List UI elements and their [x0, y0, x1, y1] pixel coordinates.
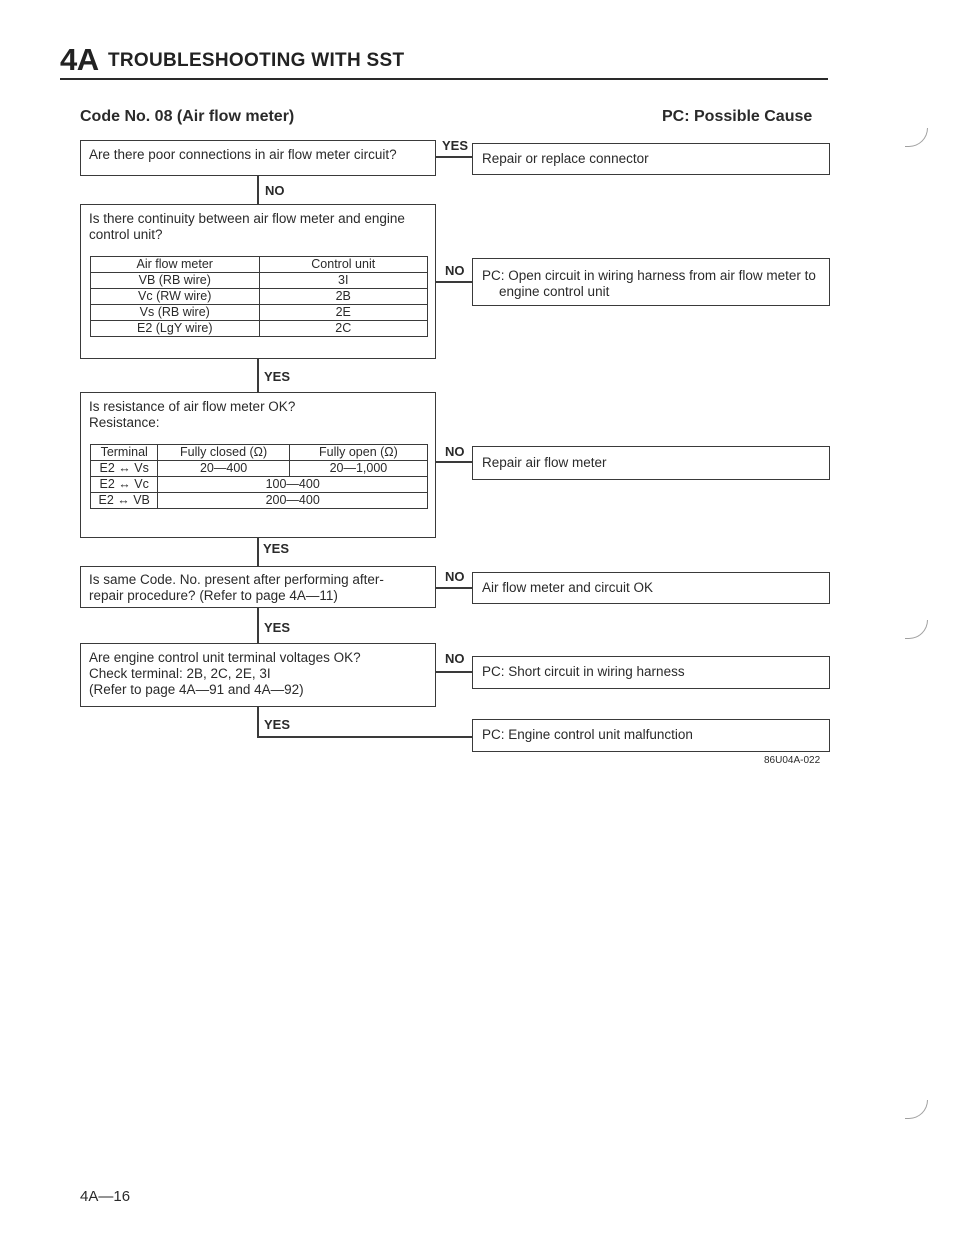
- no-label-5: NO: [445, 651, 465, 666]
- pc-title: PC: Possible Cause: [662, 108, 813, 125]
- yes-label-1: YES: [442, 138, 469, 153]
- result-box-2: PC: Open circuit in wiring harness from air flow meter to engine control unit: [472, 258, 830, 306]
- page-number: 4A—16: [80, 1188, 131, 1205]
- no-label-4: NO: [445, 569, 465, 584]
- scan-mark-2: [905, 620, 928, 639]
- section-number: 4A: [60, 42, 99, 77]
- no-label-3: NO: [445, 444, 465, 459]
- figure-code: 86U04A-022: [764, 755, 821, 766]
- no-label-2: NO: [445, 263, 465, 278]
- question-box-2: Is there continuity between air flow meter and engine control unit?: [80, 204, 436, 359]
- scan-mark-1: [905, 128, 928, 147]
- question-box-1: Are there poor connections in air flow meter circuit?: [80, 140, 436, 176]
- continuity-table: Air flow meter Control unit VB (RB wire) 3I Vc (RW wire) 2B Vs (RB wire) 2E E2 (LgY wire) 2C: [90, 256, 428, 337]
- resistance-table: Terminal Fully closed (Ω) Fully open (Ω) E2 ↔ Vs 20—400 20—1,000 E2 ↔ Vc 100—400 E2 ↔ VB 200—400: [90, 444, 428, 509]
- result-box-6: PC: Engine control unit malfunction: [472, 719, 830, 752]
- no-label-1: NO: [265, 183, 285, 198]
- scan-mark-3: [905, 1100, 928, 1119]
- yes-label-4: YES: [264, 620, 291, 635]
- result-box-4: Air flow meter and circuit OK: [472, 572, 830, 604]
- page-header-title: TROUBLESHOOTING WITH SST: [108, 50, 405, 71]
- question-box-5: Are engine control unit terminal voltages OK? Check terminal: 2B, 2C, 2E, 3I (Refer to page 4A—91 and 4A—92): [80, 643, 436, 707]
- result-box-3: Repair air flow meter: [472, 446, 830, 480]
- code-title: Code No. 08 (Air flow meter): [80, 108, 295, 125]
- question-box-4: Is same Code. No. present after performing after-repair procedure? (Refer to page 4A—11): [80, 566, 436, 608]
- yes-label-2: YES: [264, 369, 291, 384]
- result-box-1: Repair or replace connector: [472, 143, 830, 175]
- header-rule: [60, 78, 828, 80]
- yes-label-5: YES: [264, 717, 291, 732]
- yes-label-3: YES: [263, 541, 290, 556]
- question-box-3: Is resistance of air flow meter OK? Resistance:: [80, 392, 436, 538]
- result-box-5: PC: Short circuit in wiring harness: [472, 656, 830, 689]
